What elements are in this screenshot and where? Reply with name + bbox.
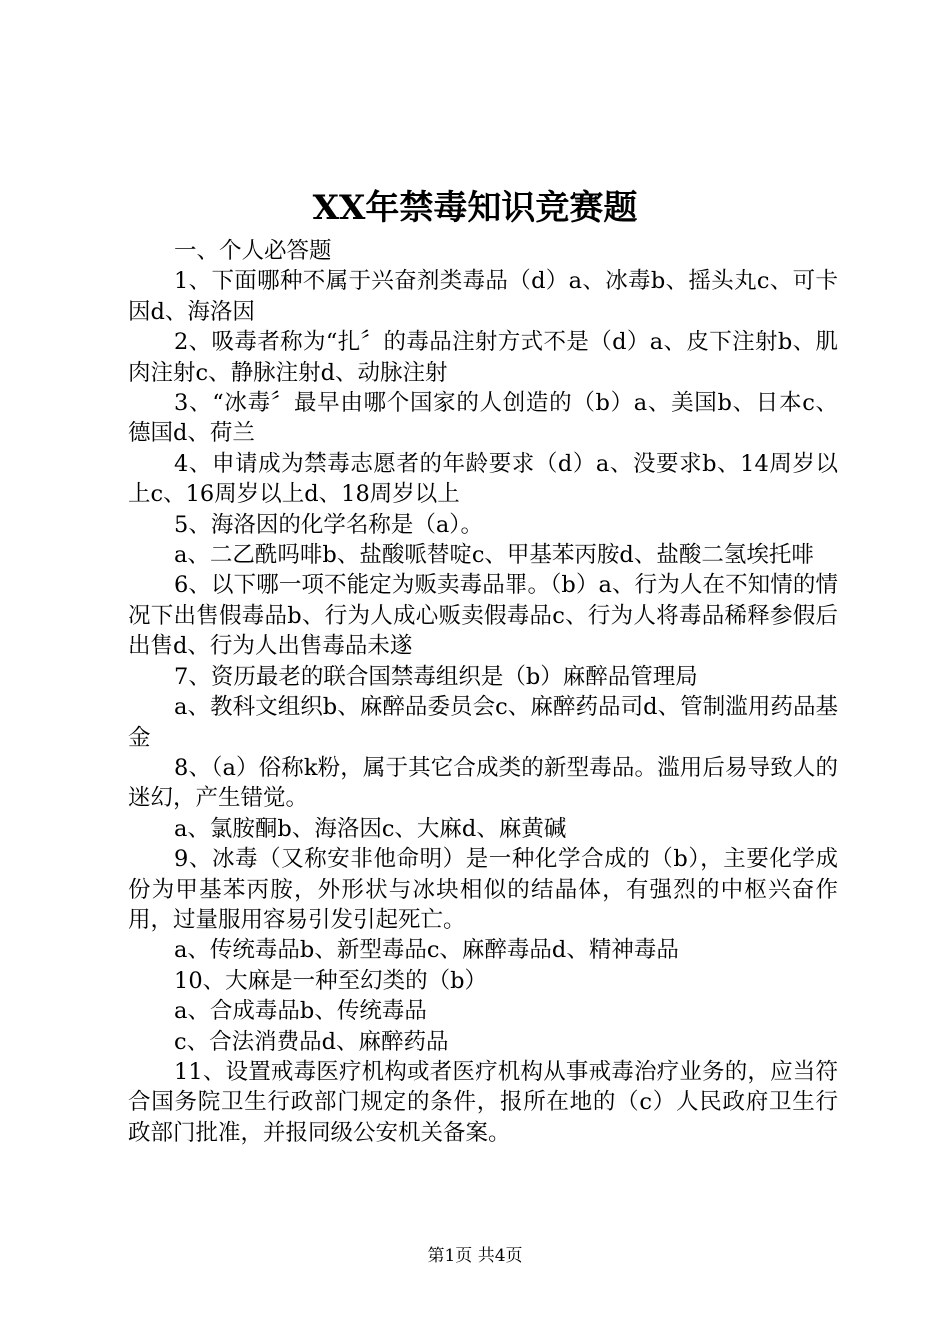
paragraph: 一、个人必答题 [174, 238, 332, 264]
paragraph: 1、下面哪种不属于兴奋剂类毒品（d）a、冰毒b、摇头丸c、可卡因d、海洛因 [128, 268, 838, 325]
paragraph: a、教科文组织b、麻醉品委员会c、麻醉药品司d、管制滥用药品基金 [128, 694, 838, 751]
paragraph: 10、大麻是一种至幻类的（b） [174, 967, 488, 994]
page-number: 第1页 共4页 [427, 1246, 523, 1266]
document-title: XX年禁毒知识竞赛题 [312, 188, 638, 228]
paragraph: 4、申请成为禁毒志愿者的年龄要求（d）a、没要求b、14周岁以上c、16周岁以上d、18周岁以上 [128, 450, 838, 508]
paragraph: 3、“冰毒〞最早由哪个国家的人创造的（b）a、美国b、日本c、德国d、荷兰 [128, 390, 838, 447]
paragraph: 8、（a）俗称k粉，属于其它合成类的新型毒品。滥用后易导致人的迷幻，产生错觉。 [128, 754, 838, 812]
paragraph: a、二乙酰吗啡b、盐酸哌替啶c、甲基苯丙胺d、盐酸二氢埃托啡 [174, 542, 814, 569]
paragraph: a、氯胺酮b、海洛因c、大麻d、麻黄碱 [174, 815, 567, 842]
paragraph: 6、以下哪一项不能定为贩卖毒品罪。（b）a、行为人在不知情的情况下出售假毒品b、行为人成心贩卖假毒品c、行为人将毒品稀释参假后出售d、行为人出售毒品未遂 [128, 572, 838, 660]
document-body [128, 236, 838, 1148]
paragraph: 9、冰毒（又称安非他命明）是一种化学合成的（b），主要化学成份为甲基苯丙胺，外形状与冰块相似的结晶体，有强烈的中枢兴奋作用，过量服用容易引发引起死亡。 [128, 846, 838, 933]
paragraph: 7、资历最老的联合国禁毒组织是（b）麻醉品管理局 [174, 663, 698, 690]
paragraph: a、合成毒品b、传统毒品 [174, 998, 427, 1025]
paragraph: 2、吸毒者称为“扎〞的毒品注射方式不是（d）a、皮下注射b、肌肉注射c、静脉注射d、动脉注射 [128, 329, 838, 386]
paragraph: 11、设置戒毒医疗机构或者医疗机构从事戒毒治疗业务的，应当符合国务院卫生行政部门规定的条件，报所在地的（c）人民政府卫生行政部门批准，并报同级公安机关备案。 [128, 1058, 838, 1146]
paragraph: 5、海洛因的化学名称是（a）。 [174, 511, 483, 538]
paragraph: a、传统毒品b、新型毒品c、麻醉毒品d、精神毒品 [174, 937, 679, 964]
paragraph: c、合法消费品d、麻醉药品 [174, 1028, 449, 1055]
